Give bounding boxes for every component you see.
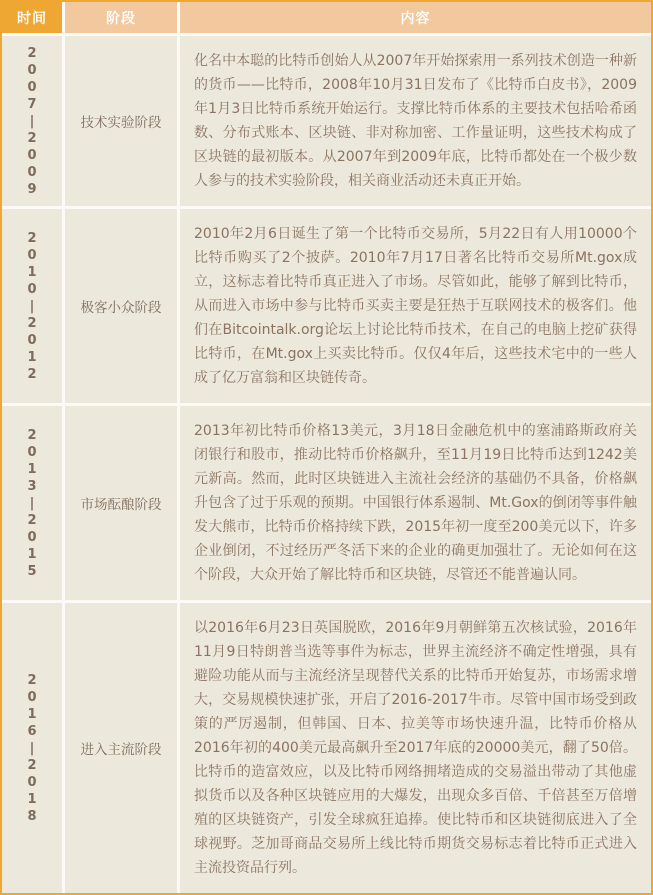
row3-time-cell [2, 406, 62, 600]
row2-content-text: 2010年2月6日诞生了第一个比特币交易所，5月22日有人用10000个比特币购买了2个披萨。2010年7月17日著名比特币交易所Mt.gox成立，这标志着比特币真正进入了市场。尽管如此，能够了解到比特币，从而进入市场中参与比特币买卖主要是狂热于互联网技术的极客们。他们在Bitcointalk.org论坛上讨论比特币技术，在自己的电脑上挖矿获得比特币，在Mt.gox上买卖比特币。仅仅4年后，这些技术宅中的一些人成了亿万富翁和区块链传奇。 [180, 209, 651, 403]
row1-time-range: 2007|2009 [27, 45, 37, 197]
row4-phase-label: 进入主流阶段 [80, 742, 162, 758]
row3-phase-cell [65, 406, 177, 600]
row3-phase-label: 市场酝酿阶段 [80, 497, 162, 513]
header-content: 内容 [180, 2, 651, 33]
header-phase: 阶段 [65, 2, 177, 33]
row4-phase-cell [65, 603, 177, 893]
row1-content-text: 化名中本聪的比特币创始人从2007年开始探索用一系列技术创造一种新的货币——比特币，2008年10月31日发布了《比特币白皮书》，2009年1月3日比特币系统开始运行。支撑比特币体系的主要技术包括哈希函数、分布式账本、区块链、非对称加密、工作量证明，这些技术构成了区块链的最初版本。从2007年到2009年底，比特币都处在一个极少数人参与的技术实验阶段，相关商业活动还未真正开始。 [180, 36, 651, 206]
row2-phase-cell [65, 209, 177, 403]
header-time: 时间 [2, 2, 62, 33]
row2-phase-label: 极客小众阶段 [80, 300, 162, 316]
row2-time-cell [2, 209, 62, 403]
row3-content-text: 2013年初比特币价格13美元，3月18日金融危机中的塞浦路斯政府关闭银行和股市，推动比特币价格飙升，至11月19日比特币达到1242美元新高。然而，此时区块链进入主流社会经济的基础仍不具备，价格飙升包含了过于乐观的预期。中国银行体系遏制、Mt.Gox的倒闭等事件触发大熊市，比特币价格持续下跌，2015年初一度至200美元以下，许多企业倒闭，不过经历严冬活下来的企业的确更加强壮了。无论如何在这个阶段，大众开始了解比特币和区块链，尽管还不能普遍认同。 [180, 406, 651, 600]
row1-phase-label: 技术实验阶段 [80, 115, 162, 131]
row2-time-range: 2010|2012 [27, 230, 37, 382]
row1-phase-cell [65, 36, 177, 206]
row1-time-cell [2, 36, 62, 206]
row4-time-cell [2, 603, 62, 893]
row4-content-text: 以2016年6月23日英国脱欧，2016年9月朝鲜第五次核试验，2016年11月9日特朗普当选等事件为标志，世界主流经济不确定性增强，具有避险功能从而与主流经济呈现替代关系的比特币开始复苏，市场需求增大，交易规模快速扩张，开启了2016-2017牛市。尽管中国市场受到政策的严厉遏制，但韩国、日本、拉美等市场快速升温，比特币价格从2016年初的400美元最高飙升至2017年底的20000美元，翻了50倍。比特币的造富效应，以及比特币网络拥堵造成的交易溢出带动了其他虚拟货币以及各种区块链应用的大爆发，出现众多百倍、千倍甚至万倍增殖的区块链资产，引发全球疯狂追捧。使比特币和区块链彻底进入了全球视野。芝加哥商品交易所上线比特币期货交易标志着比特币正式进入主流投资品行列。 [180, 603, 651, 893]
row4-time-range: 2016|2018 [27, 672, 37, 824]
row3-time-range: 2013|2015 [27, 427, 37, 579]
